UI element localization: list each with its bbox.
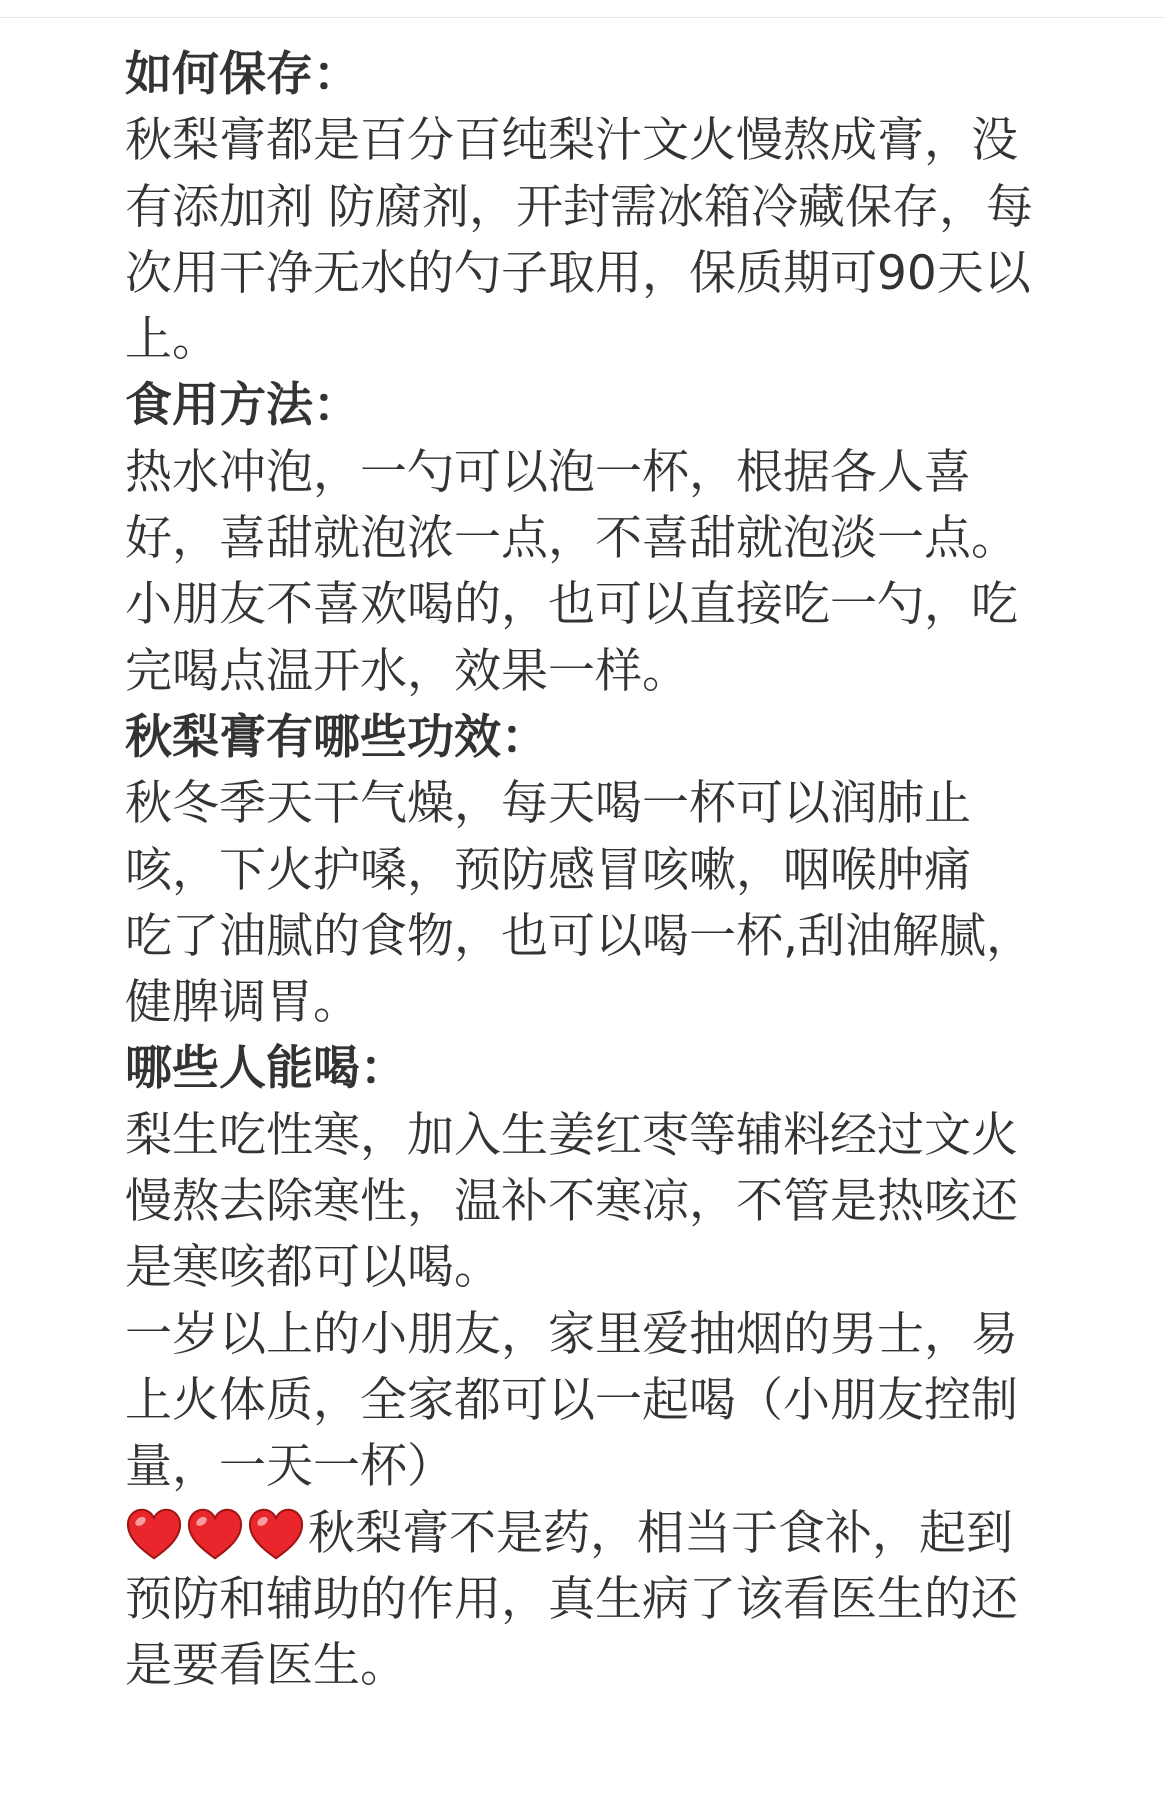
heart-icon [125,1507,183,1561]
section-heading-usage: 食用方法： [125,378,360,434]
top-divider [0,17,1165,18]
section-heading-storage: 如何保存： [125,47,360,102]
text-line: 完喝点温开水，效果一样。 [125,643,689,699]
note-text: 秋梨膏不是药，相当于食补，起到 [308,1505,1013,1561]
text-line: 咳，下火护嗓，预防感冒咳嗽，咽喉肿痛 [125,842,971,898]
benefits-section [125,705,1125,1036]
text-line: 是要看医生。 [125,1638,407,1694]
text-line: 上。 [125,312,219,368]
heart-icon [186,1507,244,1561]
heart-icon [247,1507,305,1561]
section-heading-audience: 哪些人能喝： [125,1041,407,1097]
text-line: 热水冲泡，一勺可以泡一杯，根据各人喜 [125,444,971,500]
text-line: 预防和辅助的作用，真生病了该看医生的还 [125,1571,1018,1627]
section-heading-benefits: 秋梨膏有哪些功效： [125,709,548,765]
text-line: 量，一天一杯） [125,1439,454,1495]
text-line: 是寒咳都可以喝。 [125,1240,501,1296]
text-line: 慢熬去除寒性，温补不寒凉，不管是热咳还 [125,1174,1018,1230]
audience-paragraph [125,1103,1125,1302]
text-line: 秋冬季天干气燥，每天喝一杯可以润肺止 [125,776,971,832]
text-line: 健脾调胃。 [125,975,360,1031]
note-first-line [125,1501,1125,1567]
usage-section [125,373,1125,704]
text-line: 梨生吃性寒，加入生姜红枣等辅料经过文火 [125,1107,1018,1163]
text-line: 秋梨膏都是百分百纯梨汁文火慢熬成膏，没 [125,113,1018,169]
post-content [125,42,1125,1699]
text-line: 小朋友不喜欢喝的，也可以直接吃一勺，吃 [125,577,1018,633]
note-section [125,1501,1125,1700]
text-line: 次用干净无水的勺子取用，保质期可90天以 [125,245,1031,301]
text-line: 上火体质，全家都可以一起喝（小朋友控制 [125,1372,1018,1428]
text-line: 有添加剂 防腐剂，开封需冰箱冷藏保存，每 [125,179,1033,235]
text-line: 吃了油腻的食物，也可以喝一杯,刮油解腻， [125,908,1033,964]
text-line: 一岁以上的小朋友，家里爱抽烟的男士，易 [125,1306,1018,1362]
audience-section [125,1036,1125,1500]
storage-section [125,42,1125,373]
text-line: 好，喜甜就泡浓一点，不喜甜就泡淡一点。 [125,511,1018,567]
audience-paragraph [125,1302,1125,1501]
